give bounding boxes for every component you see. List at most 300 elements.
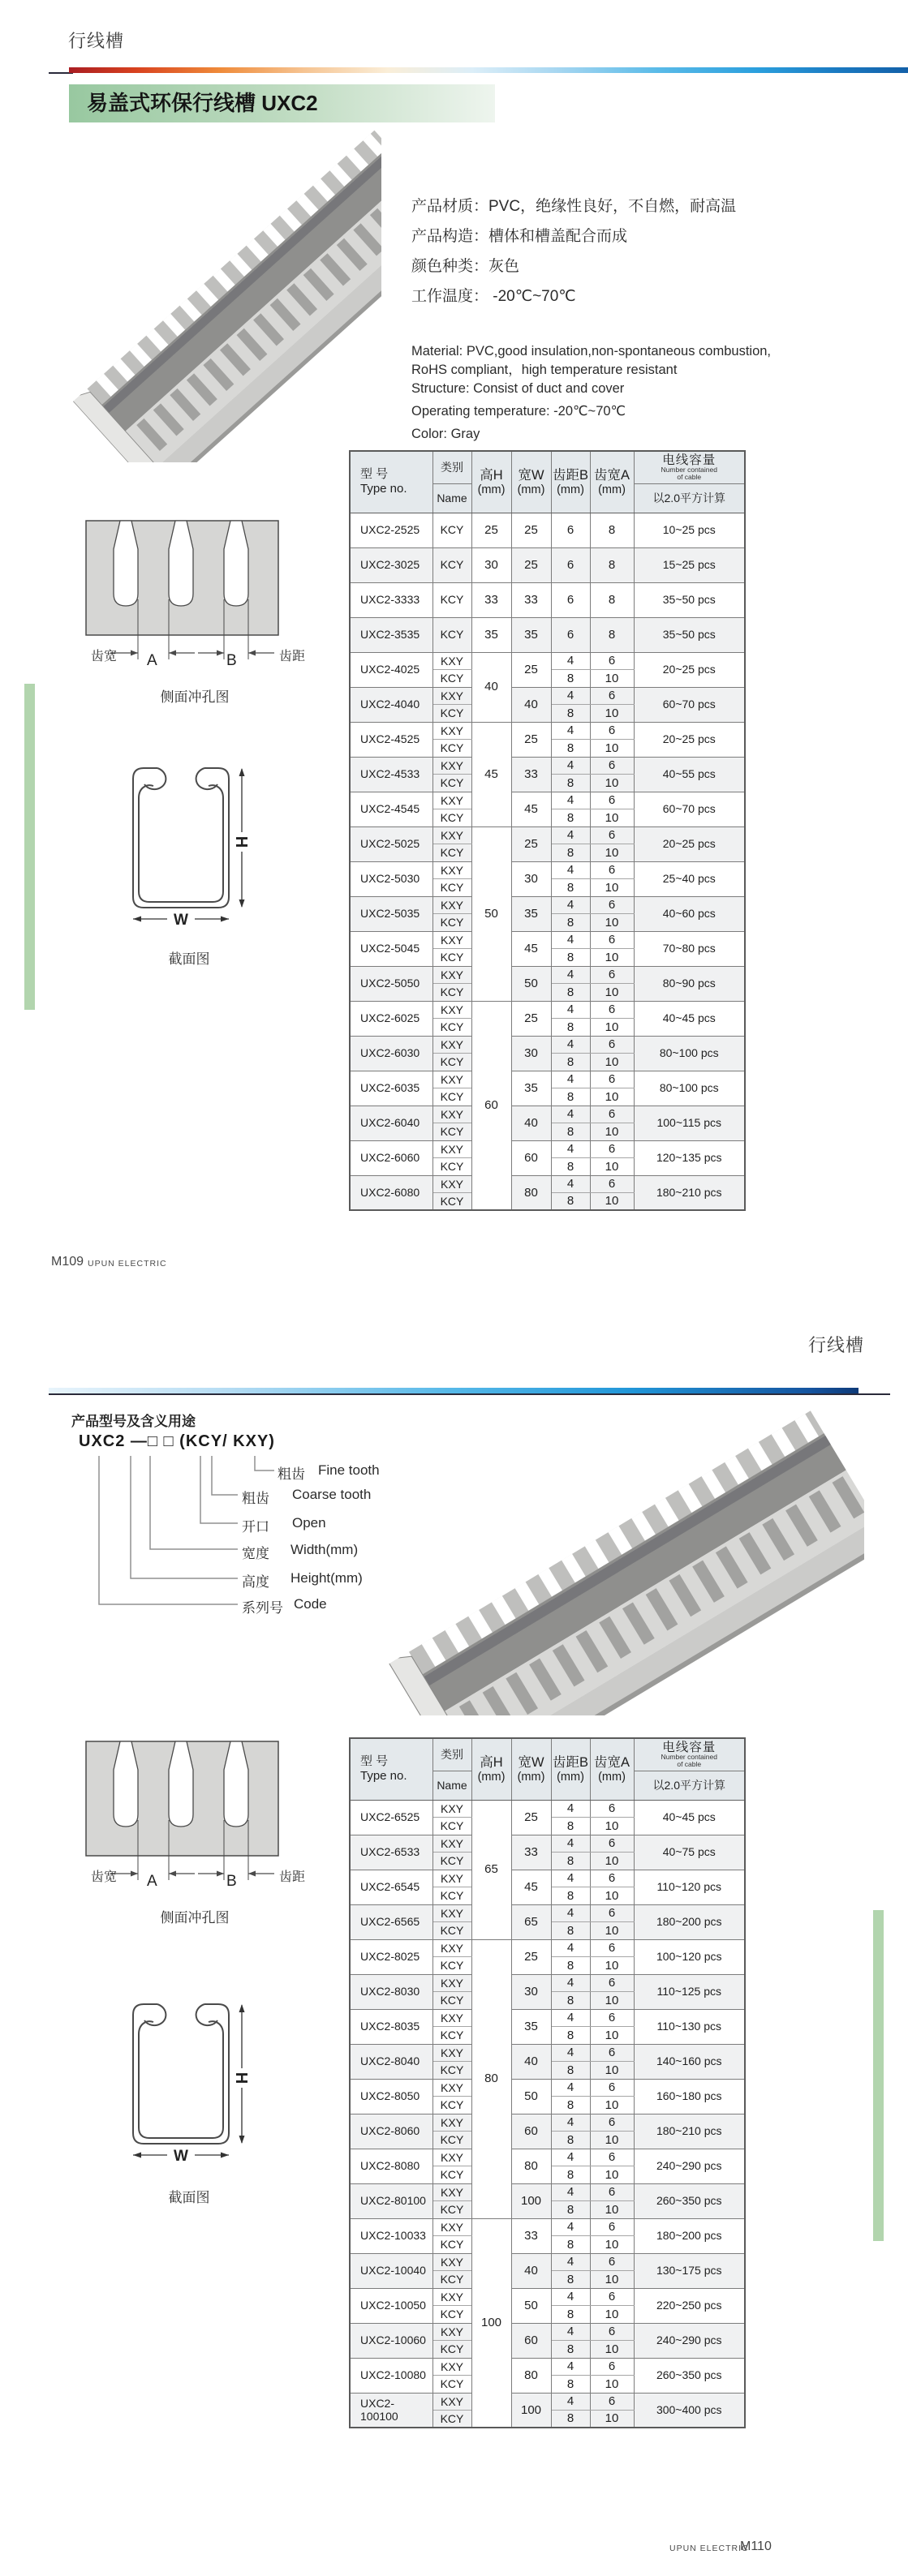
capacity-cell: 160~180 pcs: [634, 2079, 745, 2114]
name-cell: KXY: [432, 1036, 471, 1054]
toothwidth-cell: 10: [590, 1818, 634, 1835]
toothwidth-cell: 10: [590, 670, 634, 688]
name-cell: KCY: [432, 1019, 471, 1037]
toothwidth-cell: 6: [590, 1974, 634, 1992]
pitch-cell: 4: [551, 1036, 590, 1054]
name-cell: KXY: [432, 2323, 471, 2341]
type-cell: UXC2-8025: [350, 1939, 432, 1974]
page2-category-header: 行线槽: [808, 1335, 865, 1355]
pitch-cell: 8: [551, 775, 590, 792]
toothwidth-cell: 10: [590, 2201, 634, 2219]
name-cell: KCY: [432, 2132, 471, 2149]
width-dim-label: W: [174, 2148, 188, 2165]
toothwidth-cell: 6: [590, 2288, 634, 2306]
pitch-cell: 4: [551, 2044, 590, 2062]
pitch-cell: 8: [551, 984, 590, 1002]
table-row: [350, 687, 745, 705]
width-cell: 33: [511, 2218, 551, 2253]
capacity-cell: 80~100 pcs: [634, 1036, 745, 1071]
width-cell: 33: [511, 582, 551, 617]
pitch-cell: 4: [551, 2288, 590, 2306]
name-cell: KCY: [432, 740, 471, 758]
pitch-cell: 4: [551, 722, 590, 740]
model-code: UXC2 —□ □ (KCY/ KXY): [79, 1432, 275, 1450]
toothwidth-cell: 10: [590, 1922, 634, 1940]
capacity-cell: 110~130 pcs: [634, 2009, 745, 2044]
toothwidth-cell: 10: [590, 1193, 634, 1211]
type-cell: UXC2-10033: [350, 2218, 432, 2253]
table-row: [350, 2149, 745, 2166]
width-cell: 80: [511, 1175, 551, 1210]
table-row: [350, 2079, 745, 2097]
pitch-cell: 4: [551, 931, 590, 949]
width-cell: 40: [511, 687, 551, 722]
table-row: [350, 792, 745, 809]
width-cell: 25: [511, 547, 551, 582]
pitch-cell: 8: [551, 2341, 590, 2359]
pitch-cell: 8: [551, 705, 590, 723]
width-cell: 45: [511, 792, 551, 826]
capacity-cell: 180~210 pcs: [634, 2114, 745, 2149]
height-cell: 40: [471, 652, 511, 722]
pitch-cell: 8: [551, 1054, 590, 1071]
table-row: [350, 2323, 745, 2341]
toothwidth-cell: 6: [590, 2044, 634, 2062]
toothwidth-cell: 10: [590, 809, 634, 827]
spec-list-cn: [411, 191, 736, 311]
pitch-cell: 8: [551, 1922, 590, 1940]
page2-accent-bar: [49, 1388, 859, 1393]
type-cell: UXC2-10040: [350, 2253, 432, 2288]
side-punch-caption: 侧面冲孔图: [160, 689, 230, 705]
name-cell: KCY: [432, 1957, 471, 1975]
capacity-cell: 20~25 pcs: [634, 652, 745, 687]
capacity-cell: 110~125 pcs: [634, 1974, 745, 2009]
header-type-cell: 型 号 Type no.: [350, 1738, 432, 1800]
width-cell: 60: [511, 2323, 551, 2358]
toothwidth-cell: 6: [590, 1835, 634, 1853]
name-cell: KXY: [432, 2253, 471, 2271]
toothwidth-cell: 8: [590, 513, 634, 547]
capacity-cell: 40~60 pcs: [634, 896, 745, 931]
name-cell: KCY: [432, 513, 471, 547]
pitch-cell: 4: [551, 1800, 590, 1818]
pitch-cell: 8: [551, 2097, 590, 2114]
width-cell: 25: [511, 722, 551, 757]
height-cell: 35: [471, 617, 511, 652]
capacity-cell: 40~45 pcs: [634, 1800, 745, 1835]
capacity-cell: 100~115 pcs: [634, 1106, 745, 1140]
toothwidth-cell: 10: [590, 775, 634, 792]
name-cell: KXY: [432, 2009, 471, 2027]
table-row: [350, 1835, 745, 1853]
pitch-cell: 8: [551, 2236, 590, 2254]
table-row: [350, 931, 745, 949]
type-cell: UXC2-8050: [350, 2079, 432, 2114]
name-cell: KXY: [432, 2114, 471, 2132]
capacity-cell: 70~80 pcs: [634, 931, 745, 966]
pitch-cell: 4: [551, 896, 590, 914]
toothwidth-cell: 10: [590, 1158, 634, 1176]
capacity-cell: 240~290 pcs: [634, 2149, 745, 2183]
table-row: [350, 2009, 745, 2027]
spec-list-en: [411, 342, 771, 444]
name-cell: KCY: [432, 670, 471, 688]
name-cell: KCY: [432, 844, 471, 862]
pitch-cell: 8: [551, 2376, 590, 2394]
toothwidth-cell: 10: [590, 2027, 634, 2045]
cross-section-caption: 截面图: [168, 951, 210, 967]
toothwidth-cell: 6: [590, 826, 634, 844]
pitch-cell: 4: [551, 1939, 590, 1957]
toothwidth-cell: 10: [590, 914, 634, 932]
header-dim-cell: 高H (mm): [471, 451, 511, 513]
pitch-cell: 8: [551, 670, 590, 688]
pitch-cell: 4: [551, 966, 590, 984]
spec-line: Material: PVC,good insulation,non-spontaneous combustion,: [411, 344, 772, 358]
width-cell: 40: [511, 1106, 551, 1140]
table-row: [350, 966, 745, 984]
pitch-cell: 6: [551, 513, 590, 547]
capacity-cell: 300~400 pcs: [634, 2393, 745, 2428]
table-row: [350, 722, 745, 740]
header-dim-cell: 宽W (mm): [511, 1738, 551, 1800]
name-cell: KXY: [432, 1904, 471, 1922]
width-cell: 25: [511, 652, 551, 687]
table-row: [350, 826, 745, 844]
name-cell: KXY: [432, 1870, 471, 1887]
header-dim-cell: 齿宽A (mm): [590, 1738, 634, 1800]
page2-number: M110: [740, 2540, 772, 2553]
model-label-en: Fine tooth: [318, 1462, 380, 1478]
toothwidth-cell: 6: [590, 1904, 634, 1922]
page1-category-header: 行线槽: [68, 31, 125, 51]
type-cell: UXC2-6545: [350, 1870, 432, 1904]
pitch-cell: 8: [551, 1853, 590, 1870]
capacity-cell: 260~350 pcs: [634, 2183, 745, 2218]
table-row: [350, 757, 745, 775]
name-cell: KXY: [432, 1071, 471, 1088]
pitch-cell: 8: [551, 844, 590, 862]
toothwidth-cell: 6: [590, 861, 634, 879]
header-dim-cell: 齿宽A (mm): [590, 451, 634, 513]
width-cell: 40: [511, 2044, 551, 2079]
cross-section-caption: 截面图: [168, 2190, 210, 2205]
toothwidth-cell: 6: [590, 1001, 634, 1019]
model-label-cn: 宽度: [242, 1546, 269, 1561]
toothwidth-cell: 10: [590, 984, 634, 1002]
pitch-cell: 4: [551, 1001, 590, 1019]
width-cell: 50: [511, 2079, 551, 2114]
tooth-pitch-label: 齿距: [279, 1870, 306, 1884]
type-cell: UXC2-6025: [350, 1001, 432, 1036]
pitch-cell: 8: [551, 1957, 590, 1975]
width-cell: 60: [511, 2114, 551, 2149]
toothwidth-cell: 10: [590, 949, 634, 967]
name-cell: KXY: [432, 1001, 471, 1019]
model-label-cn: 系列号: [242, 1600, 283, 1616]
toothwidth-cell: 6: [590, 1175, 634, 1193]
name-cell: KCY: [432, 1088, 471, 1106]
table-row: [350, 1001, 745, 1019]
name-cell: KCY: [432, 2166, 471, 2184]
pitch-cell: 4: [551, 792, 590, 809]
spec-line: Operating temperature: -20℃~70℃: [411, 404, 626, 419]
toothwidth-cell: 6: [590, 687, 634, 705]
name-cell: KCY: [432, 949, 471, 967]
type-cell: UXC2-6035: [350, 1071, 432, 1106]
toothwidth-cell: 6: [590, 722, 634, 740]
height-cell: 50: [471, 826, 511, 1001]
type-cell: UXC2-10050: [350, 2288, 432, 2323]
pitch-cell: 8: [551, 949, 590, 967]
name-cell: KCY: [432, 1992, 471, 2010]
spec-line: 产品材质：PVC，绝缘性良好，不自燃，耐高温: [411, 198, 737, 215]
toothwidth-cell: 8: [590, 547, 634, 582]
capacity-cell: 180~200 pcs: [634, 1904, 745, 1939]
capacity-cell: 40~75 pcs: [634, 1835, 745, 1870]
toothwidth-cell: 6: [590, 896, 634, 914]
type-cell: UXC2-6525: [350, 1800, 432, 1835]
pitch-cell: 4: [551, 1870, 590, 1887]
height-cell: 30: [471, 547, 511, 582]
width-cell: 30: [511, 1036, 551, 1071]
name-cell: KXY: [432, 2393, 471, 2411]
name-cell: KCY: [432, 1818, 471, 1835]
toothwidth-cell: 10: [590, 1123, 634, 1141]
toothwidth-cell: 10: [590, 2341, 634, 2359]
name-cell: KCY: [432, 775, 471, 792]
table-row: [350, 2218, 745, 2236]
model-label-en: Coarse tooth: [292, 1487, 372, 1502]
toothwidth-cell: 10: [590, 2306, 634, 2324]
capacity-cell: 260~350 pcs: [634, 2358, 745, 2393]
header-name-cell: 类别: [432, 1738, 471, 1771]
spec-line: 工作温度： -20℃~70℃: [411, 288, 576, 305]
toothwidth-cell: 6: [590, 2323, 634, 2341]
model-label-cn: 粗齿: [278, 1466, 305, 1482]
pitch-cell: 6: [551, 617, 590, 652]
capacity-cell: 35~50 pcs: [634, 582, 745, 617]
table-row: [350, 1939, 745, 1957]
type-cell: UXC2-6080: [350, 1175, 432, 1210]
name-cell: KCY: [432, 879, 471, 897]
tooth-width-label: 齿宽: [91, 650, 118, 663]
cross-section-diagram: [122, 1997, 256, 2167]
table-row: [350, 652, 745, 670]
type-cell: UXC2-4025: [350, 652, 432, 687]
width-cell: 35: [511, 617, 551, 652]
table-row: [350, 861, 745, 879]
name-cell: KXY: [432, 966, 471, 984]
capacity-cell: 15~25 pcs: [634, 547, 745, 582]
table-row: [350, 2393, 745, 2411]
width-cell: 35: [511, 2009, 551, 2044]
name-cell: KCY: [432, 914, 471, 932]
toothwidth-cell: 6: [590, 1800, 634, 1818]
name-cell: KCY: [432, 2411, 471, 2428]
toothwidth-cell: 10: [590, 2411, 634, 2428]
spec-line: RoHS compliant，high temperature resistant: [411, 363, 678, 377]
capacity-cell: 60~70 pcs: [634, 687, 745, 722]
toothwidth-cell: 10: [590, 740, 634, 758]
table-row: [350, 2044, 745, 2062]
type-cell: UXC2-5050: [350, 966, 432, 1001]
type-cell: UXC2-4040: [350, 687, 432, 722]
height-cell: 100: [471, 2218, 511, 2428]
table-row: [350, 2114, 745, 2132]
width-cell: 30: [511, 861, 551, 896]
dim-b-label: B: [226, 1873, 237, 1890]
toothwidth-cell: 10: [590, 2132, 634, 2149]
model-label-cn: 开口: [242, 1519, 269, 1535]
toothwidth-cell: 10: [590, 2236, 634, 2254]
width-cell: 35: [511, 896, 551, 931]
toothwidth-cell: 6: [590, 652, 634, 670]
page1-brand: UPUN ELECTRIC: [88, 1259, 167, 1269]
toothwidth-cell: 6: [590, 1939, 634, 1957]
type-cell: UXC2-5035: [350, 896, 432, 931]
width-cell: 25: [511, 513, 551, 547]
toothwidth-cell: 10: [590, 2097, 634, 2114]
pitch-cell: 8: [551, 2132, 590, 2149]
pitch-cell: 8: [551, 740, 590, 758]
capacity-cell: 10~25 pcs: [634, 513, 745, 547]
capacity-cell: 120~135 pcs: [634, 1140, 745, 1175]
page1-accent-bar: [69, 67, 908, 73]
tooth-width-label: 齿宽: [91, 1870, 118, 1884]
toothwidth-cell: 6: [590, 1870, 634, 1887]
type-cell: UXC2-6030: [350, 1036, 432, 1071]
side-punch-caption: 侧面冲孔图: [160, 1910, 230, 1926]
name-cell: KCY: [432, 1123, 471, 1141]
table-row: [350, 1974, 745, 1992]
name-cell: KXY: [432, 792, 471, 809]
model-label-cn: 高度: [242, 1574, 269, 1590]
capacity-cell: 130~175 pcs: [634, 2253, 745, 2288]
name-cell: KXY: [432, 931, 471, 949]
width-cell: 100: [511, 2183, 551, 2218]
name-cell: KCY: [432, 2341, 471, 2359]
toothwidth-cell: 6: [590, 1140, 634, 1158]
type-cell: UXC2-4545: [350, 792, 432, 826]
model-section-title: 产品型号及含义用途: [71, 1414, 196, 1429]
pitch-cell: 8: [551, 2271, 590, 2289]
pitch-cell: 8: [551, 809, 590, 827]
toothwidth-cell: 10: [590, 1957, 634, 1975]
width-cell: 30: [511, 1974, 551, 2009]
header-name-en-cell: Name: [432, 483, 471, 513]
table-row: [350, 1140, 745, 1158]
pitch-cell: 8: [551, 1158, 590, 1176]
toothwidth-cell: 10: [590, 2376, 634, 2394]
name-cell: KXY: [432, 2079, 471, 2097]
model-label-cn: 粗齿: [242, 1491, 269, 1506]
toothwidth-cell: 6: [590, 2253, 634, 2271]
width-cell: 45: [511, 1870, 551, 1904]
green-deco-bar: [24, 684, 35, 1010]
width-cell: 100: [511, 2393, 551, 2428]
product-photo-duct: [369, 1403, 864, 1715]
name-cell: KXY: [432, 2288, 471, 2306]
table-row: [350, 1106, 745, 1123]
pitch-cell: 4: [551, 1071, 590, 1088]
type-cell: UXC2-80100: [350, 2183, 432, 2218]
name-cell: KXY: [432, 687, 471, 705]
pitch-cell: 4: [551, 2114, 590, 2132]
table-header-row: [350, 451, 745, 483]
name-cell: KCY: [432, 2306, 471, 2324]
name-cell: KXY: [432, 1140, 471, 1158]
name-cell: KCY: [432, 1193, 471, 1211]
type-cell: UXC2-5030: [350, 861, 432, 896]
pitch-cell: 8: [551, 914, 590, 932]
pitch-cell: 4: [551, 2183, 590, 2201]
width-cell: 33: [511, 1835, 551, 1870]
capacity-cell: 25~40 pcs: [634, 861, 745, 896]
pitch-cell: 8: [551, 2411, 590, 2428]
table-row: [350, 1071, 745, 1088]
type-cell: UXC2-100100: [350, 2393, 432, 2428]
pitch-cell: 8: [551, 1019, 590, 1037]
capacity-cell: 80~100 pcs: [634, 1071, 745, 1106]
header-type-cell: 型 号 Type no.: [350, 451, 432, 513]
model-label-en: Width(mm): [290, 1542, 359, 1557]
capacity-cell: 220~250 pcs: [634, 2288, 745, 2323]
width-cell: 40: [511, 2253, 551, 2288]
width-cell: 25: [511, 826, 551, 861]
name-cell: KXY: [432, 2149, 471, 2166]
capacity-cell: 140~160 pcs: [634, 2044, 745, 2079]
toothwidth-cell: 10: [590, 2166, 634, 2184]
pitch-cell: 6: [551, 547, 590, 582]
toothwidth-cell: 10: [590, 1054, 634, 1071]
header-name-en-cell: Name: [432, 1771, 471, 1800]
spec-line: Structure: Consist of duct and cover: [411, 381, 625, 396]
pitch-cell: 4: [551, 2358, 590, 2376]
width-cell: 65: [511, 1904, 551, 1939]
pitch-cell: 8: [551, 1887, 590, 1905]
capacity-cell: 60~70 pcs: [634, 792, 745, 826]
height-cell: 33: [471, 582, 511, 617]
pitch-cell: 8: [551, 1193, 590, 1211]
type-cell: UXC2-6040: [350, 1106, 432, 1140]
capacity-cell: 240~290 pcs: [634, 2323, 745, 2358]
pitch-cell: 8: [551, 2306, 590, 2324]
toothwidth-cell: 10: [590, 2271, 634, 2289]
name-cell: KXY: [432, 2218, 471, 2236]
tooth-pitch-label: 齿距: [279, 650, 306, 663]
type-cell: UXC2-5025: [350, 826, 432, 861]
table-row: [350, 1870, 745, 1887]
capacity-cell: 20~25 pcs: [634, 826, 745, 861]
name-cell: KCY: [432, 1158, 471, 1176]
type-cell: UXC2-3333: [350, 582, 432, 617]
name-cell: KCY: [432, 547, 471, 582]
table-row: [350, 2253, 745, 2271]
type-cell: UXC2-8060: [350, 2114, 432, 2149]
toothwidth-cell: 6: [590, 792, 634, 809]
name-cell: KCY: [432, 1922, 471, 1940]
toothwidth-cell: 8: [590, 617, 634, 652]
spec-table-page2: [349, 1737, 746, 2428]
type-cell: UXC2-8030: [350, 1974, 432, 2009]
pitch-cell: 4: [551, 2253, 590, 2271]
table-row: [350, 1904, 745, 1922]
spec-line: 产品构造：槽体和槽盖配合而成: [411, 228, 628, 245]
pitch-cell: 8: [551, 1992, 590, 2010]
spec-line: 颜色种类：灰色: [411, 258, 520, 275]
